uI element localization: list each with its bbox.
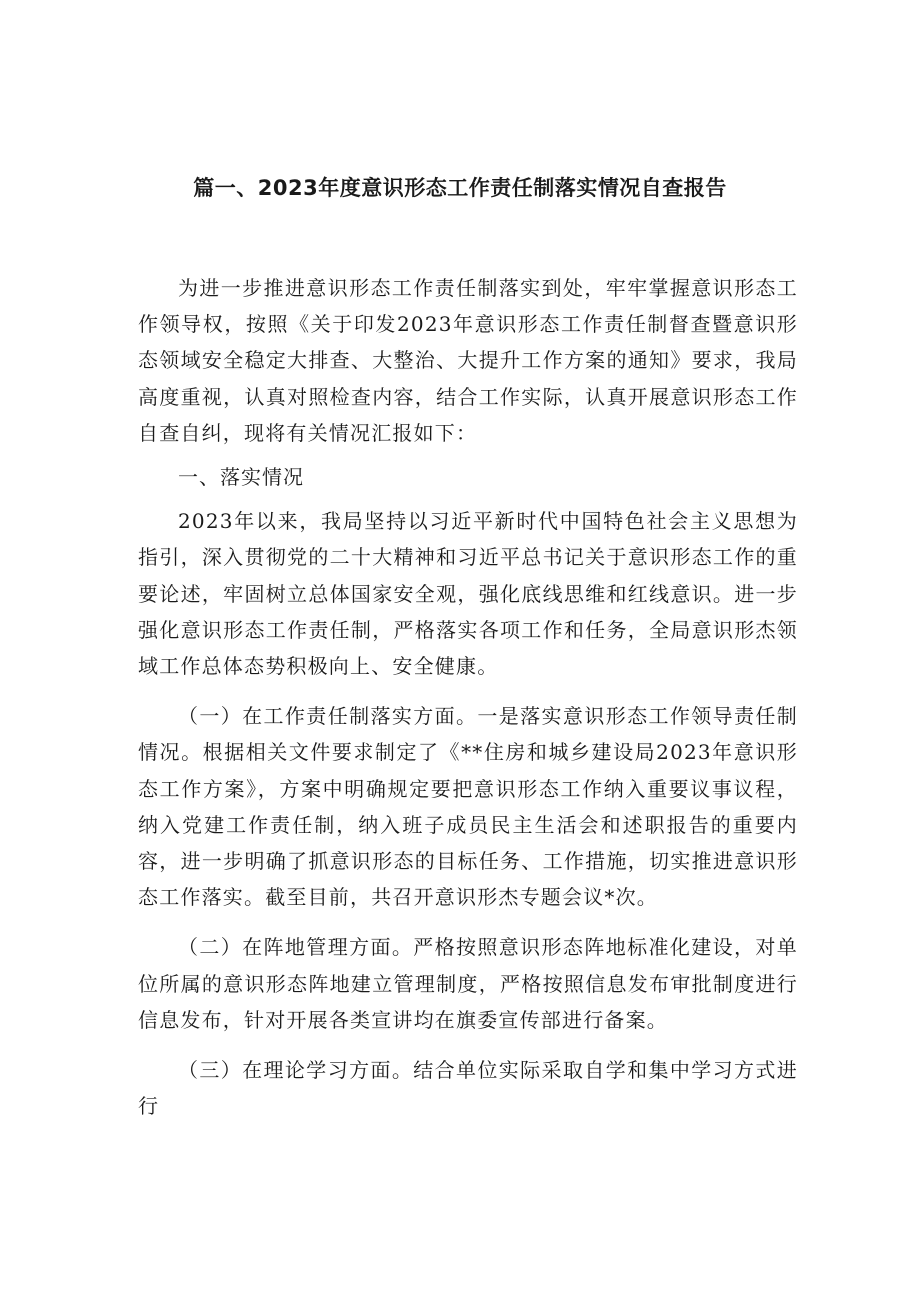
document-body — [138, 270, 798, 1124]
item-position-management: （二）在阵地管理方面。严格按照意识形态阵地标准化建设，对单位所属的意识形态阵地建立管理制度，严格按照信息发布审批制度进行信息发布，针对开展各类宣讲均在旗委宣传部进行备案。 — [138, 935, 798, 1032]
document-title: 篇一、2023年度意识形态工作责任制落实情况自查报告 — [193, 176, 727, 200]
section-paragraph-overview: 2023年以来，我局坚持以习近平新时代中国特色社会主义思想为指引，深入贯彻党的二十大精神和习近平总书记关于意识形态工作的重要论述，牢固树立总体国家安全观，强化底线思维和红线意识。进一步强化意识形态工作责任制，严格落实各项工作和任务，全局意识形杰领域工作总体态势积极向上、安全健康。 — [138, 509, 798, 679]
item-theory-study: （三）在理论学习方面。结合单位实际采取自学和集中学习方式进行 — [138, 1058, 798, 1119]
item-responsibility-system: （一）在工作责任制落实方面。一是落实意识形态工作领导责任制情况。根据相关文件要求制定了《**住房和城乡建设局2023年意识形态工作方案》，方案中明确规定要把意识形态工作纳入重要议事议程，纳入党建工作责任制，纳入班子成员民主生活会和述职报告的重要内容，进一步明确了抓意识形态的目标任务、工作措施，切实推进意识形态工作落实。截至目前，共召开意识形杰专题会议*次。 — [138, 704, 798, 910]
section-heading-implementation: 一、落实情况 — [178, 465, 304, 490]
intro-paragraph: 为进一步推进意识形态工作责任制落实到处，牢牢掌握意识形态工作领导权，按照《关于印发2023年意识形态工作责任制督查暨意识形态领域安全稳定大排查、大整治、大提升工作方案的通知》要求，我局高度重视，认真对照检查内容，结合工作实际，认真开展意识形态工作自查自纠，现将有关情况汇报如下： — [138, 276, 798, 445]
